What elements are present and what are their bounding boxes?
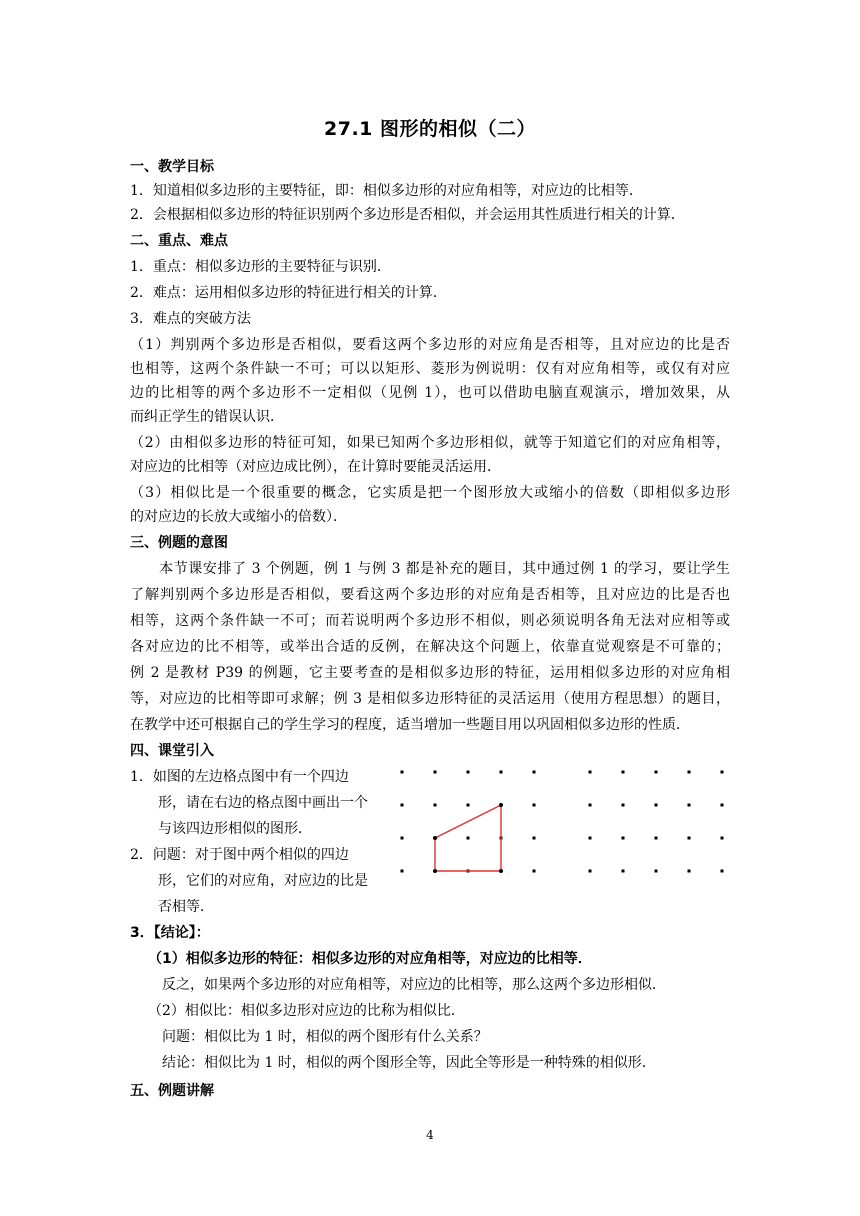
grid-dot xyxy=(655,771,658,774)
conclusion-label: 3．【结论】： xyxy=(130,925,210,941)
grid-dot xyxy=(688,771,691,774)
grid-dot xyxy=(589,771,592,774)
grid-dot xyxy=(533,870,536,873)
page-number: 4 xyxy=(426,1128,434,1142)
question-2-line: 否相等． xyxy=(130,899,214,915)
intent-line: 本节课安排了 3 个例题，例 1 与例 3 都是补充的题目，其中通过例 1 的学习，要让学生 xyxy=(130,561,730,577)
intent-line: 各对应边的比不相等，或举出合适的反例，在解决这个问题上，依靠直觉观察是不可靠的； xyxy=(130,639,730,655)
section-heading-goals: 一、教学目标 xyxy=(130,159,214,175)
page-title: 27.1 图形的相似（二） xyxy=(324,118,536,140)
key-point-3: 3．难点的突破方法 xyxy=(130,311,251,327)
grid-dot xyxy=(533,804,536,807)
dot-grid-figure xyxy=(392,762,732,902)
quadrilateral-vertex xyxy=(499,803,503,807)
grid-dot xyxy=(655,837,658,840)
section-heading-examples-intent: 三、例题的意图 xyxy=(130,535,228,551)
question-2-line: 形，它们的对应角，对应边的比是 xyxy=(130,873,368,889)
goal-2: 2．会根据相似多边形的特征识别两个多边形是否相似，并会运用其性质进行相关的计算． xyxy=(130,207,685,223)
intent-line: 了解判别两个多边形是否相似，要看这两个多边形的对应角是否相等，且对应边的比是否也 xyxy=(130,587,730,603)
method-1-line: 也相等，这两个条件缺一不可；可以以矩形、菱形为例说明：仅有对应角相等，或仅有对应 xyxy=(130,361,730,377)
grid-dot xyxy=(589,870,592,873)
grid-dot xyxy=(401,870,404,873)
conclusion-ratio: （2）相似比：相似多边形对应边的比称为相似比． xyxy=(148,1003,465,1019)
method-1-line: 边的比相等的两个多边形不一定相似（见例 1），也可以借助电脑直观演示，增加效果，从 xyxy=(130,385,730,401)
grid-dot xyxy=(467,804,470,807)
goal-1: 1．知道相似多边形的主要特征，即：相似多边形的对应角相等，对应边的比相等． xyxy=(130,183,643,199)
question-1-line: 与该四边形相似的图形． xyxy=(130,821,312,837)
grid-dot xyxy=(533,837,536,840)
question-1-line: 1．如图的左边格点图中有一个四边 xyxy=(130,769,349,785)
grid-dot xyxy=(533,771,536,774)
conclusion-feature: （1）相似多边形的特征：相似多边形的对应角相等，对应边的比相等． xyxy=(148,951,592,967)
quadrilateral-vertex xyxy=(433,869,437,873)
grid-dot xyxy=(467,837,470,840)
grid-dot xyxy=(655,804,658,807)
question-1-line: 形，请在右边的格点图中画出一个 xyxy=(130,795,368,811)
grid-dot xyxy=(434,804,437,807)
grid-dot xyxy=(688,837,691,840)
section-heading-example-lecture: 五、例题讲解 xyxy=(130,1083,214,1099)
conclusion-question: 问题：相似比为 1 时，相似的两个图形有什么关系？ xyxy=(162,1029,488,1045)
grid-dot xyxy=(434,771,437,774)
section-heading-key-points: 二、重点、难点 xyxy=(130,233,228,249)
right-dot-grid xyxy=(589,771,724,903)
intent-line: 在教学中还可根据自己的学生学习的程度，适当增加一些题目用以巩固相似多边形的性质． xyxy=(130,717,690,733)
grid-dot xyxy=(467,771,470,774)
grid-dot xyxy=(622,771,625,774)
grid-dot xyxy=(401,771,404,774)
method-2-line: （2）由相似多边形的特征可知，如果已知两个多边形相似，就等于知道它们的对应角相等， xyxy=(130,435,730,451)
method-2-line: 对应边的比相等（对应边成比例），在计算时要能灵活运用． xyxy=(130,459,501,475)
method-1-line: （1）判别两个多边形是否相似，要看这两个多边形的对应角是否相等，且对应边的比是否 xyxy=(130,337,730,353)
grid-dot xyxy=(688,804,691,807)
section-heading-intro: 四、课堂引入 xyxy=(130,743,214,759)
grid-dot xyxy=(688,870,691,873)
quadrilateral-vertex xyxy=(499,869,503,873)
grid-dot xyxy=(622,804,625,807)
grid-dot xyxy=(622,870,625,873)
method-3-line: 的对应边的长放大或缩小的倍数）． xyxy=(130,509,347,525)
key-point-1: 1．重点：相似多边形的主要特征与识别． xyxy=(130,259,391,275)
intent-line: 相等，这两个条件缺一不可；而若说明两个多边形不相似，则必须说明各角无法对应相等或 xyxy=(130,613,730,629)
intent-line: 等，对应边的比相等即可求解；例 3 是相似多边形特征的灵活运用（使用方程思想）的题目， xyxy=(130,691,730,707)
grid-dot xyxy=(589,837,592,840)
conclusion-answer: 结论：相似比为 1 时，相似的两个图形全等，因此全等形是一种特殊的相似形． xyxy=(162,1055,656,1071)
grid-dot xyxy=(721,771,724,774)
grid-dot xyxy=(655,870,658,873)
left-dot-grid xyxy=(401,771,536,903)
quadrilateral-vertex xyxy=(433,836,437,840)
grid-dot xyxy=(721,837,724,840)
method-1-line: 而纠正学生的错误认识． xyxy=(130,409,284,425)
grid-dot xyxy=(401,837,404,840)
conclusion-converse: 反之，如果两个多边形的对应角相等，对应边的比相等，那么这两个多边形相似． xyxy=(162,977,666,993)
grid-dot xyxy=(589,804,592,807)
grid-dot xyxy=(622,837,625,840)
grid-dot xyxy=(721,870,724,873)
grid-dot xyxy=(500,771,503,774)
key-point-2: 2．难点：运用相似多边形的特征进行相关的计算． xyxy=(130,285,447,301)
intent-line: 例 2 是教材 P39 的例题，它主要考查的是相似多边形的特征，运用相似多边形的对应角相 xyxy=(130,665,730,681)
question-2-line: 2．问题：对于图中两个相似的四边 xyxy=(130,847,349,863)
method-3-line: （3）相似比是一个很重要的概念，它实质是把一个图形放大或缩小的倍数（即相似多边形 xyxy=(130,485,730,501)
grid-dot xyxy=(401,804,404,807)
grid-dot xyxy=(721,804,724,807)
